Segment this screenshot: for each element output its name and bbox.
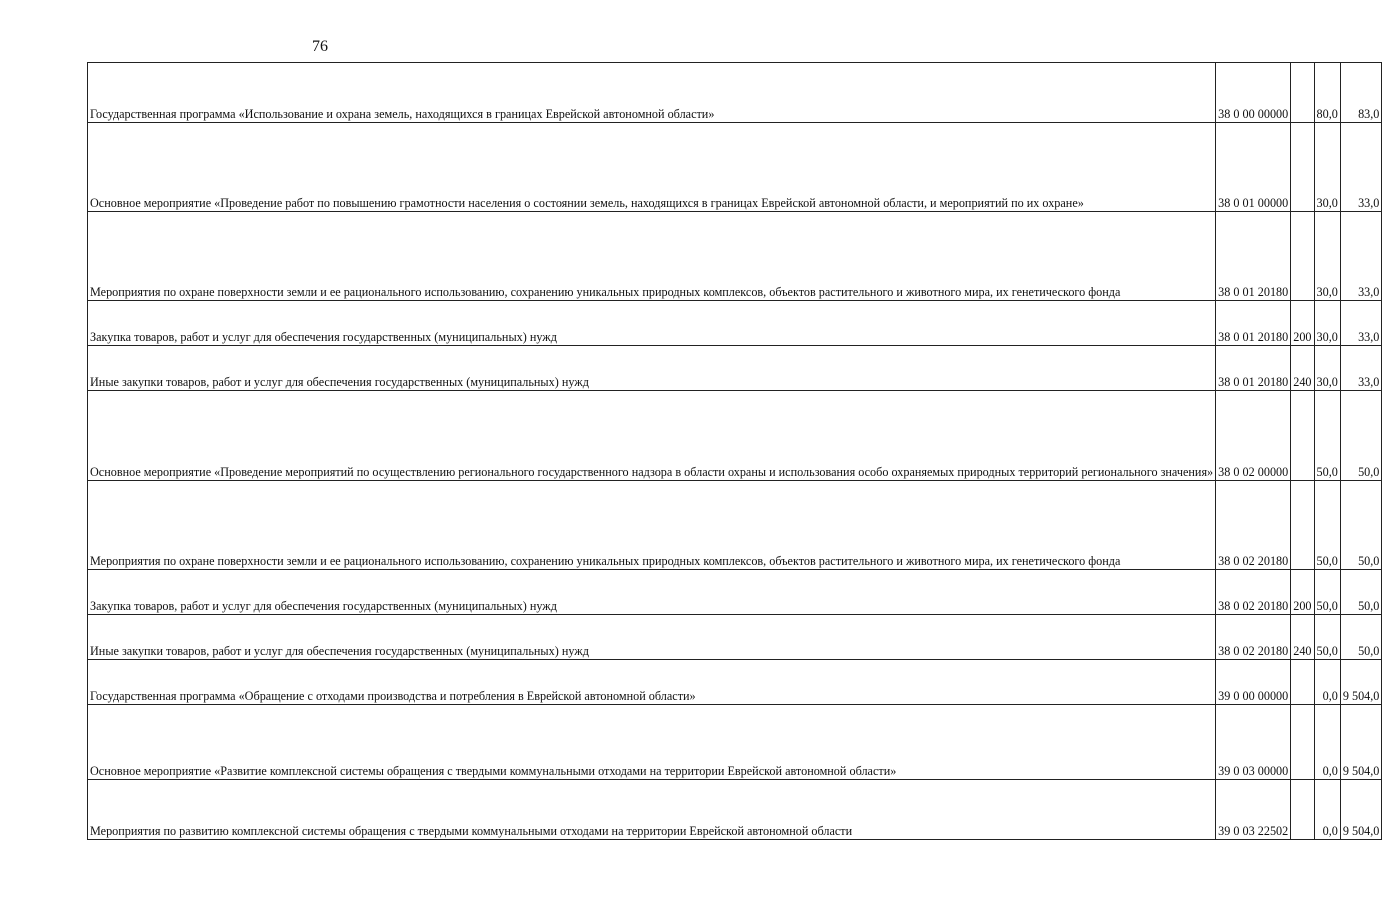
- row-name: Основное мероприятие «Проведение мероприятий по осуществлению регионального государственного надзора в области охраны и использования особо охраняемых природных территорий регионального значения»: [88, 391, 1216, 481]
- row-code: 38 0 01 20180: [1216, 346, 1291, 391]
- row-code: 38 0 02 20180: [1216, 615, 1291, 660]
- row-value-1: 0,0: [1314, 780, 1340, 840]
- table-row: [88, 660, 1382, 705]
- row-value-1: 50,0: [1314, 481, 1340, 570]
- budget-table: [87, 62, 1382, 840]
- row-code: 38 0 02 20180: [1216, 570, 1291, 615]
- table-row: [88, 705, 1382, 780]
- row-code: 38 0 00 00000: [1216, 63, 1291, 123]
- table-row: [88, 570, 1382, 615]
- row-value-2: 33,0: [1340, 123, 1382, 212]
- row-value-2: 33,0: [1340, 301, 1382, 346]
- row-value-1: 80,0: [1314, 63, 1340, 123]
- row-name: Закупка товаров, работ и услуг для обеспечения государственных (муниципальных) нужд: [88, 301, 1216, 346]
- row-code: 38 0 01 20180: [1216, 212, 1291, 301]
- row-name: Основное мероприятие «Развитие комплексной системы обращения с твердыми коммунальными отходами на территории Еврейской автономной области»: [88, 705, 1216, 780]
- row-value-1: 50,0: [1314, 391, 1340, 481]
- row-name: Иные закупки товаров, работ и услуг для обеспечения государственных (муниципальных) нужд: [88, 346, 1216, 391]
- row-code: 39 0 03 00000: [1216, 705, 1291, 780]
- row-code: 38 0 02 20180: [1216, 481, 1291, 570]
- table-row: [88, 780, 1382, 840]
- row-value-1: 30,0: [1314, 301, 1340, 346]
- table-row: [88, 212, 1382, 301]
- row-value-1: 30,0: [1314, 346, 1340, 391]
- row-name: Мероприятия по развитию комплексной системы обращения с твердыми коммунальными отходами на территории Еврейской автономной области: [88, 780, 1216, 840]
- row-value-2: 9 504,0: [1340, 780, 1382, 840]
- row-value-1: 30,0: [1314, 212, 1340, 301]
- row-name: Мероприятия по охране поверхности земли и ее рационального использованию, сохранению уникальных природных комплексов, объектов растительного и животного мира, их генетического фонда: [88, 481, 1216, 570]
- row-code: 38 0 02 00000: [1216, 391, 1291, 481]
- row-name: Основное мероприятие «Проведение работ по повышению грамотности населения о состоянии земель, находящихся в границах Еврейской автономной области, и мероприятий по их охране»: [88, 123, 1216, 212]
- row-value-1: 50,0: [1314, 615, 1340, 660]
- table-row: [88, 481, 1382, 570]
- row-value-2: 9 504,0: [1340, 660, 1382, 705]
- row-code: 39 0 03 22502: [1216, 780, 1291, 840]
- row-value-1: 0,0: [1314, 660, 1340, 705]
- row-expense-type: 200: [1291, 570, 1314, 615]
- row-expense-type: 200: [1291, 301, 1314, 346]
- row-name: Иные закупки товаров, работ и услуг для обеспечения государственных (муниципальных) нужд: [88, 615, 1216, 660]
- row-expense-type: [1291, 481, 1314, 570]
- row-code: 38 0 01 00000: [1216, 123, 1291, 212]
- table-row: [88, 63, 1382, 123]
- row-value-1: 30,0: [1314, 123, 1340, 212]
- row-expense-type: [1291, 780, 1314, 840]
- row-expense-type: [1291, 391, 1314, 481]
- row-value-2: 83,0: [1340, 63, 1382, 123]
- row-value-2: 50,0: [1340, 615, 1382, 660]
- row-name: Закупка товаров, работ и услуг для обеспечения государственных (муниципальных) нужд: [88, 570, 1216, 615]
- page-number: 76: [312, 38, 328, 55]
- row-value-2: 33,0: [1340, 346, 1382, 391]
- row-value-2: 50,0: [1340, 570, 1382, 615]
- table-row: [88, 615, 1382, 660]
- row-value-1: 0,0: [1314, 705, 1340, 780]
- row-expense-type: [1291, 123, 1314, 212]
- table-row: [88, 346, 1382, 391]
- row-value-2: 33,0: [1340, 212, 1382, 301]
- row-expense-type: [1291, 63, 1314, 123]
- table-row: [88, 123, 1382, 212]
- table-row: [88, 301, 1382, 346]
- row-value-2: 50,0: [1340, 391, 1382, 481]
- row-value-2: 50,0: [1340, 481, 1382, 570]
- row-name: Мероприятия по охране поверхности земли и ее рационального использованию, сохранению уникальных природных комплексов, объектов растительного и животного мира, их генетического фонда: [88, 212, 1216, 301]
- row-expense-type: [1291, 705, 1314, 780]
- row-value-2: 9 504,0: [1340, 705, 1382, 780]
- row-code: 38 0 01 20180: [1216, 301, 1291, 346]
- row-expense-type: [1291, 212, 1314, 301]
- row-expense-type: 240: [1291, 615, 1314, 660]
- row-name: Государственная программа «Обращение с отходами производства и потребления в Еврейской автономной области»: [88, 660, 1216, 705]
- row-value-1: 50,0: [1314, 570, 1340, 615]
- row-expense-type: [1291, 660, 1314, 705]
- row-code: 39 0 00 00000: [1216, 660, 1291, 705]
- row-name: Государственная программа «Использование и охрана земель, находящихся в границах Еврейской автономной области»: [88, 63, 1216, 123]
- table-row: [88, 391, 1382, 481]
- row-expense-type: 240: [1291, 346, 1314, 391]
